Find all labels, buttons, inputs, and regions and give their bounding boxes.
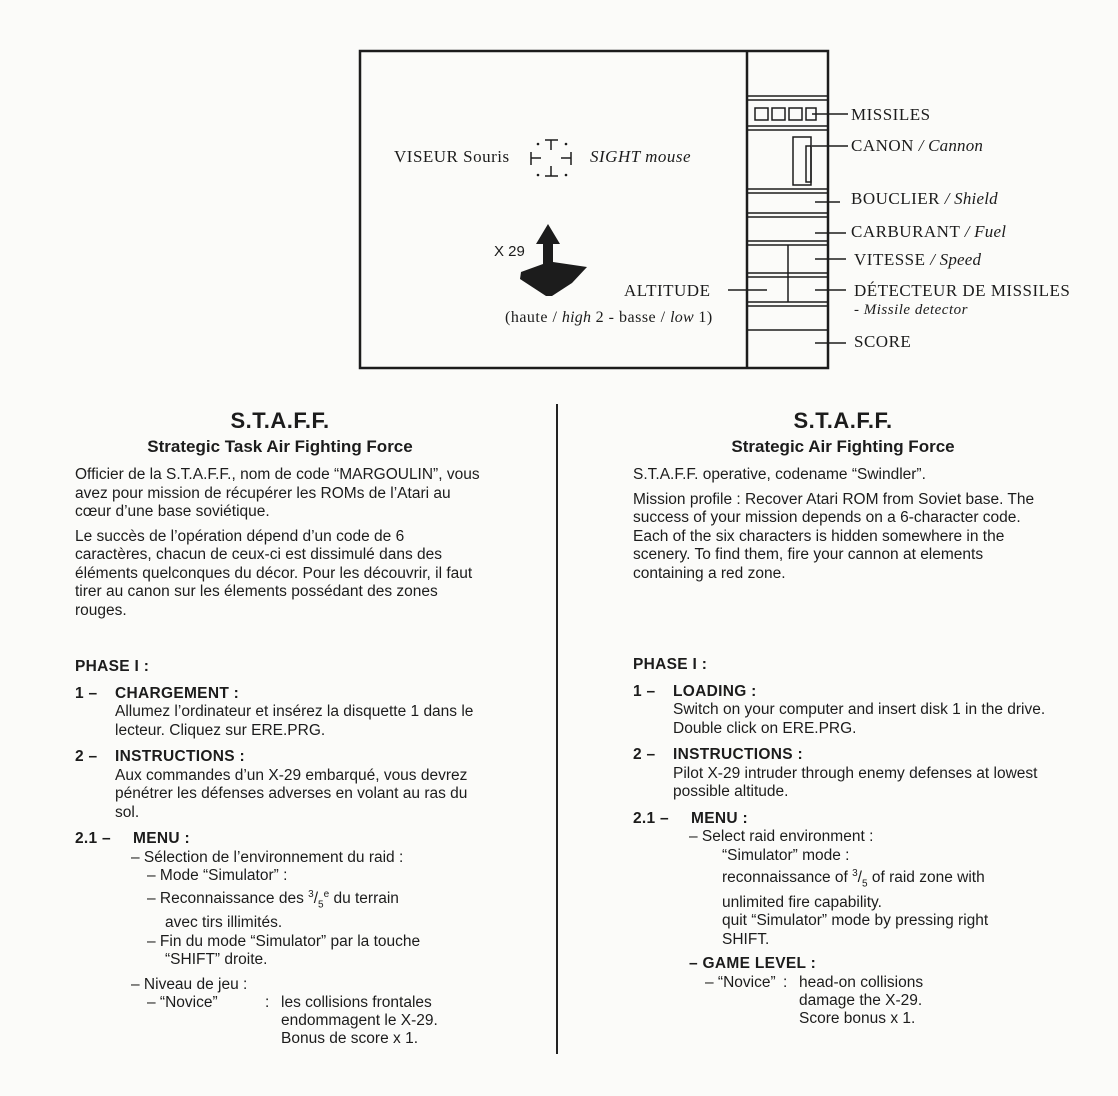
left-section-menu-heading xyxy=(75,830,485,849)
detecteur-label-en: - Missile detector xyxy=(854,302,968,318)
detecteur-label: DÉTECTEUR DE MISSILES xyxy=(854,281,1071,300)
right-section-menu-heading xyxy=(633,810,1053,829)
left-level-desc: les collisions frontales xyxy=(281,994,432,1012)
right-section-instructions-body: Pilot X-29 intruder through enemy defenses at lowest possible altitude. xyxy=(673,764,1038,800)
left-section-title: INSTRUCTIONS : xyxy=(115,748,245,765)
missiles-label: MISSILES xyxy=(851,105,931,124)
altitude-note xyxy=(505,309,713,327)
right-menu-text: reconnaissance of xyxy=(722,869,853,887)
left-section-loading-body: Allumez l’ordinateur et insérez la disquette 1 dans le lecteur. Cliquez sur ERE.PRG. xyxy=(115,703,474,739)
left-menu-list xyxy=(75,849,485,1051)
french-column xyxy=(75,408,485,1050)
right-menu-subitem: SHIFT. xyxy=(722,930,770,948)
left-menu-text: – Reconnaissance des xyxy=(147,889,309,907)
right-section-number: 2 – xyxy=(633,746,656,763)
right-section-loading-body: Switch on your computer and insert disk 1 in the drive. Double click on ERE.PRG. xyxy=(673,701,1046,737)
score-label: SCORE xyxy=(854,332,912,351)
english-column xyxy=(633,408,1053,1030)
canon-label xyxy=(851,136,983,156)
left-menu-item: – Sélection de l’environnement du raid : xyxy=(131,848,404,866)
right-section-title: LOADING : xyxy=(673,682,757,700)
altitude-note-open: (haute / xyxy=(505,309,558,326)
altitude-note-close: 1) xyxy=(698,309,713,326)
altitude-note-mid: 2 - basse / xyxy=(595,309,666,326)
left-menu-subitem-cont: avec tirs illimités. xyxy=(165,914,283,932)
carburant-label-en: / Fuel xyxy=(964,222,1007,241)
ordinal-suffix: e xyxy=(323,888,330,900)
altitude-label: ALTITUDE xyxy=(624,281,711,300)
bouclier-label xyxy=(851,189,998,209)
right-section-title: MENU : xyxy=(691,809,748,827)
left-menu-subitem: – Fin du mode “Simulator” par la touche xyxy=(147,932,421,950)
sight-label: SIGHT mouse xyxy=(590,147,692,166)
canon-label-fr: CANON xyxy=(851,136,914,155)
left-section-instructions-body: Aux commandes d’un X-29 embarqué, vous devrez pénétrer les défenses adverses en volant au ras du sol. xyxy=(115,766,468,821)
vitesse-label-fr: VITESSE xyxy=(854,250,926,269)
left-menu-subitem: – Reconnaissance des $^3/_5^e$ du terrain xyxy=(147,888,399,910)
column-divider xyxy=(556,404,558,1054)
missile-slot-icon xyxy=(772,108,785,120)
right-level-desc: Score bonus x 1. xyxy=(799,1009,916,1027)
right-section-title: INSTRUCTIONS : xyxy=(673,746,803,763)
left-section-instructions-heading xyxy=(75,748,485,767)
vitesse-label-en: / Speed xyxy=(930,250,982,269)
right-section-loading-heading xyxy=(633,683,1053,702)
right-level-desc: damage the X-29. xyxy=(799,991,923,1009)
right-menu-subitem: unlimited fire capability. xyxy=(722,893,882,911)
left-level-novice xyxy=(131,994,485,1050)
left-section-title: CHARGEMENT : xyxy=(115,684,240,702)
left-level-desc: Bonus de score x 1. xyxy=(281,1030,418,1048)
cockpit-diagram xyxy=(0,0,1118,380)
left-section-title: MENU : xyxy=(133,830,190,847)
altitude-note-high: high xyxy=(561,309,592,326)
left-menu-subitem-cont: “SHIFT” droite. xyxy=(165,951,268,969)
left-level-colon: : xyxy=(265,994,270,1012)
left-mission: Le succès de l’opération dépend d’un code de 6 caractères, chacun de ceux-ci est dissimulé dans des éléments quelconques du décor. Pour les découvrir, il faut tirer au canon sur les élements possédant des zones rouges. xyxy=(75,527,473,619)
fraction-denominator: 5 xyxy=(318,898,324,910)
bouclier-label-en: / Shield xyxy=(944,189,998,208)
left-intro: Officier de la S.T.A.F.F., nom de code “MARGOULIN”, vous avez pour mission de récupérer les ROMs de l’Atari au cœur d’une base soviétique. xyxy=(75,466,480,520)
right-mission: Mission profile : Recover Atari ROM from Soviet base. The success of your mission depends on a 6-character code. Each of the six characters is hidden somewhere in the scenery. To find them, fire your cannon at elements containing a red zone. xyxy=(633,490,1035,582)
right-level-desc: head-on collisions xyxy=(799,973,924,991)
right-section-number: 2.1 – xyxy=(633,809,669,827)
right-menu-item: – Select raid environment : xyxy=(689,828,874,845)
missile-slot-icon xyxy=(755,108,768,120)
canon-label-en: / Cannon xyxy=(918,136,984,155)
right-menu-list xyxy=(633,828,1053,1030)
right-level-key: – “Novice” xyxy=(705,973,776,991)
right-intro: S.T.A.F.F. operative, codename “Swindler”. xyxy=(633,466,926,483)
right-menu-item: – GAME LEVEL : xyxy=(689,955,817,973)
fraction-denominator: 5 xyxy=(861,878,868,890)
left-level-key: – “Novice” xyxy=(147,994,218,1012)
right-subtitle: Strategic Air Fighting Force xyxy=(731,437,955,456)
right-section-number: 1 – xyxy=(633,682,656,700)
cannon-gauge xyxy=(793,137,811,185)
altitude-note-low: low xyxy=(670,309,694,326)
left-menu-item: – Niveau de jeu : xyxy=(131,975,248,993)
left-level-desc: endommagent le X-29. xyxy=(281,1012,438,1030)
viseur-label: VISEUR Souris xyxy=(394,147,510,166)
right-menu-text: of raid zone with xyxy=(867,869,985,887)
right-menu-subitem: quit “Simulator” mode by pressing right xyxy=(722,912,989,930)
fraction-numerator: 3 xyxy=(308,888,314,900)
right-title: S.T.A.F.F. xyxy=(793,408,893,433)
right-menu-subitem: reconnaissance of $^3/_5$ of raid zone with xyxy=(722,868,985,890)
right-level-novice xyxy=(689,974,1053,1030)
left-section-number: 2 – xyxy=(75,748,98,765)
left-section-loading-heading xyxy=(75,685,485,704)
right-phase-heading: PHASE I : xyxy=(633,656,708,673)
vitesse-label xyxy=(854,250,981,270)
left-menu-subitem: – Mode “Simulator” : xyxy=(147,867,288,884)
right-section-instructions-heading xyxy=(633,746,1053,765)
left-subtitle: Strategic Task Air Fighting Force xyxy=(147,437,413,456)
left-title: S.T.A.F.F. xyxy=(230,408,330,433)
crosshair-icon xyxy=(531,140,571,176)
left-phase-heading: PHASE I : xyxy=(75,658,150,675)
left-section-number: 1 – xyxy=(75,684,98,702)
altitude-arrow-icon xyxy=(520,224,587,296)
right-level-colon: : xyxy=(783,973,788,991)
x29-label: X 29 xyxy=(494,243,525,260)
bouclier-label-fr: BOUCLIER xyxy=(851,189,940,208)
cannon-gauge-fill xyxy=(806,146,811,182)
left-section-number: 2.1 – xyxy=(75,830,111,847)
fraction-numerator: 3 xyxy=(852,868,858,879)
left-menu-text: du terrain xyxy=(329,889,399,907)
missile-slot-icon xyxy=(789,108,802,120)
carburant-label xyxy=(851,222,1006,242)
carburant-label-fr: CARBURANT xyxy=(851,222,961,241)
right-menu-subitem: “Simulator” mode : xyxy=(722,846,850,864)
instrument-panel xyxy=(747,96,828,330)
